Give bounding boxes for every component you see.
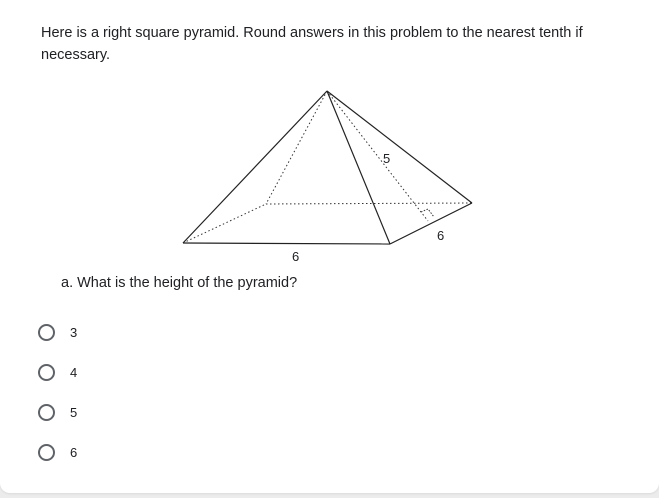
radio-button[interactable] xyxy=(38,444,55,461)
edge-apex-left xyxy=(183,91,327,243)
radio-button[interactable] xyxy=(38,404,55,421)
radio-button[interactable] xyxy=(38,324,55,341)
hidden-edge-apex-back xyxy=(266,91,327,204)
option-3[interactable] xyxy=(38,322,158,346)
option-label: 6 xyxy=(70,445,78,460)
sub-question: a. What is the height of the pyramid? xyxy=(61,275,298,291)
edge-right-base xyxy=(390,203,472,244)
option-6[interactable] xyxy=(38,442,158,466)
option-4[interactable] xyxy=(38,362,158,386)
slant-height-label: 5 xyxy=(383,151,391,166)
base-front-label: 6 xyxy=(292,249,300,264)
right-angle-mark xyxy=(421,209,434,217)
option-label: 4 xyxy=(70,365,78,380)
edge-apex-right xyxy=(327,91,472,203)
question-prompt: Here is a right square pyramid. Round answers in this problem to the nearest tenth if necessary. xyxy=(41,25,583,63)
hidden-edge-back-left xyxy=(183,204,266,243)
option-label: 5 xyxy=(70,405,78,420)
hidden-edge-back xyxy=(266,203,472,204)
slant-height-line xyxy=(327,91,428,221)
edge-front-base xyxy=(183,243,390,244)
edge-apex-front xyxy=(327,91,390,244)
option-5[interactable] xyxy=(38,402,158,426)
radio-button[interactable] xyxy=(38,364,55,381)
option-label: 3 xyxy=(70,325,78,340)
base-side-label: 6 xyxy=(437,228,445,243)
